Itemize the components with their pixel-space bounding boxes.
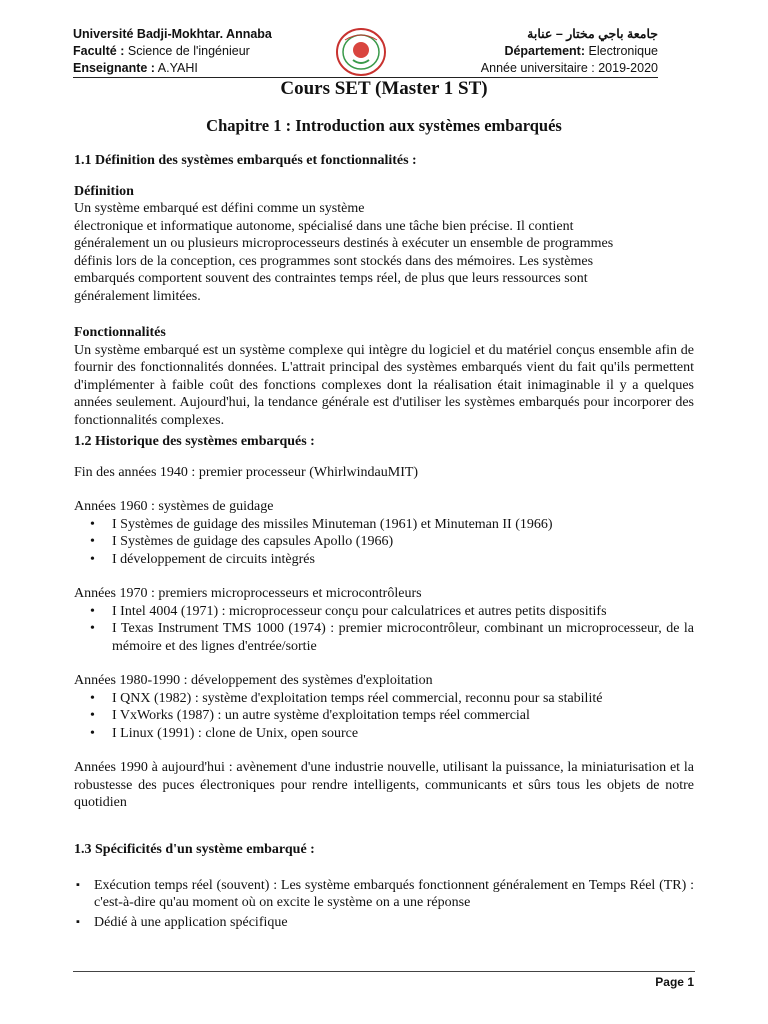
- section-1-1: [74, 152, 694, 429]
- list-item: ▪ Dédié à une application spécifique: [74, 914, 694, 932]
- history-1980: Années 1980-1990 : développement des systèmes d'exploitation: [74, 673, 433, 688]
- specificities-list: [74, 877, 694, 932]
- history-1940: Fin des années 1940 : premier processeur (WhirlwindauMIT): [74, 464, 419, 480]
- course-title: Cours SET (Master 1 ST): [280, 78, 488, 99]
- department-value: Electronique: [588, 44, 658, 58]
- section-1-2: [74, 433, 694, 812]
- history-1970: Années 1970 : premiers microprocesseurs et microcontrôleurs: [74, 586, 422, 601]
- document-header: [73, 26, 658, 78]
- history-1960: Années 1960 : systèmes de guidage: [74, 499, 274, 514]
- list-item: • I VxWorks (1987) : un autre système d'exploitation temps réel commercial: [74, 707, 694, 725]
- footer-divider: [73, 971, 695, 972]
- section-1-1-heading: 1.1 Définition des systèmes embarqués et fonctionnalités :: [74, 153, 417, 168]
- list-item: • I QNX (1982) : système d'exploitation temps réel commercial, reconnu pour sa stabilité: [74, 690, 694, 708]
- list-item: • I Texas Instrument TMS 1000 (1974) : premier microcontrôleur, combinant un microprocesseur, de la mémoire et des lignes d'entrée/sortie: [74, 620, 694, 655]
- definition-title: Définition: [74, 183, 134, 199]
- functionalities-title: Fonctionnalités: [74, 325, 166, 340]
- teacher-label: Enseignante :: [73, 61, 155, 75]
- department-label: Département:: [504, 44, 586, 58]
- section-1-2-heading: 1.2 Historique des systèmes embarqués :: [74, 434, 315, 449]
- chapter-title: Chapitre 1 : Introduction aux systèmes embarqués: [206, 116, 562, 135]
- arabic-university-name: جامعة باجي مختار – عنابة: [527, 27, 658, 41]
- page-number: Page 1: [655, 975, 694, 989]
- history-1990: Années 1990 à aujourd'hui : avènement d'une industrie nouvelle, utilisant la puissance, la miniaturisation et la robustesse des puces électroniques pour rendre intelligents, communicants et sûrs tous les objets de notre quotidien: [74, 760, 694, 810]
- header-right: [481, 26, 658, 77]
- university-logo-icon: [325, 26, 397, 78]
- functionalities-text: Un système embarqué est un système complexe qui intègre du logiciel et du matériel conçus ensemble afin de fournir des fonctionnalités données. L'attrait principal des systèmes embarqués vient du fait qu'ils permettent d'implémenter à faible coût des fonctions complexes dont la réalisation était inimaginable il y a quelques années seulement. Aujourd'hui, la tendance générale est d'utiliser les systèmes embarqués pour incorporer des fonctionnalités complexes.: [74, 342, 694, 428]
- history-1970-list: [74, 603, 694, 656]
- header-left: [73, 26, 272, 77]
- list-item: • I Systèmes de guidage des capsules Apollo (1966): [74, 533, 694, 551]
- section-1-3-heading: 1.3 Spécificités d'un système embarqué :: [74, 842, 315, 857]
- list-item: • I Linux (1991) : clone de Unix, open source: [74, 725, 694, 743]
- definition-line: généralement limitées.: [74, 288, 201, 304]
- list-item: • I développement de circuits intègrés: [74, 551, 694, 569]
- academic-year: Année universitaire : 2019-2020: [480, 61, 658, 75]
- section-1-3: [74, 841, 694, 931]
- definition-line: définis lors de la conception, ces programmes sont stockés dans des mémoires. Les systèmes: [74, 253, 594, 269]
- list-item: ▪ Exécution temps réel (souvent) : Les système embarqués fonctionnent généralement en Temps Réel (TR) : c'est-à-dire qu'au moment où on excite le système on a une réponse: [74, 877, 694, 912]
- list-item: • I Systèmes de guidage des missiles Minuteman (1961) et Minuteman II (1966): [74, 516, 694, 534]
- list-item: • I Intel 4004 (1971) : microprocesseur conçu pour calculatrices et autres petits dispositifs: [74, 603, 694, 621]
- university-name: Université Badji-Mokhtar. Annaba: [73, 27, 272, 41]
- definition-line: embarqués comportent souvent des contraintes temps réel, de plus que leurs ressources sont: [74, 271, 588, 286]
- faculty-value: Science de l'ingénieur: [127, 44, 250, 58]
- history-1980-list: [74, 690, 694, 743]
- definition-line: électronique et informatique autonome, spécialisé dans une tâche bien précise. Il contient: [74, 218, 574, 234]
- teacher-value: A.YAHI: [157, 61, 198, 75]
- definition-line: généralement un ou plusieurs microprocesseurs destinés à exécuter un ensemble de programmes: [74, 236, 614, 251]
- definition-line: Un système embarqué est défini comme un système: [74, 201, 365, 216]
- faculty-label: Faculté :: [73, 44, 125, 58]
- history-1960-list: [74, 516, 694, 569]
